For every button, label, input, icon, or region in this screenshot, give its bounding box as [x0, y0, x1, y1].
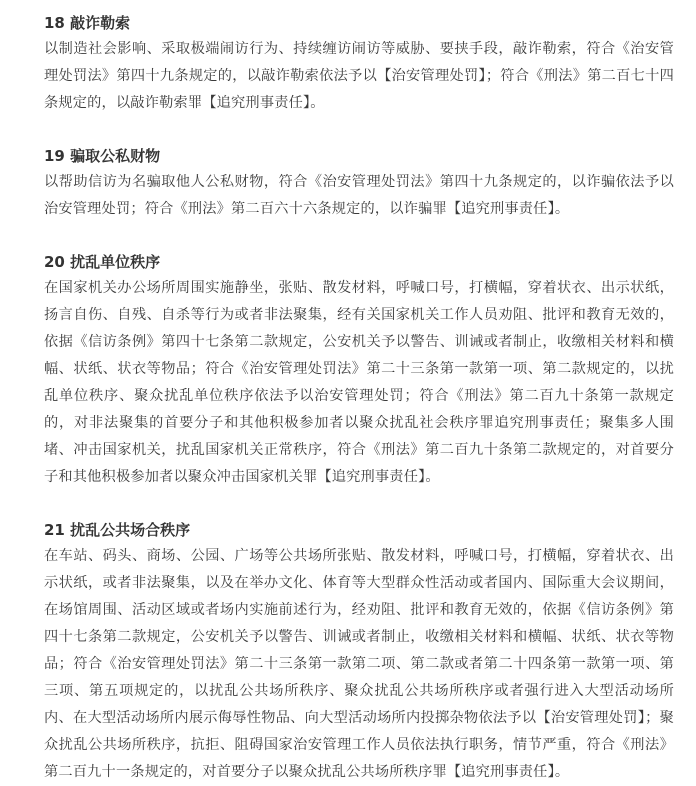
section-title: 20 扰乱单位秩序 — [44, 253, 161, 271]
section-title: 19 骗取公私财物 — [44, 147, 161, 165]
section-18 — [44, 10, 674, 117]
section-20 — [44, 249, 674, 491]
section-body: 在国家机关办公场所周围实施静坐，张贴、散发材料，呼喊口号，打横幅，穿着状衣、出示状纸，扬言自伤、自残、自杀等行为或者非法聚集，经有关国家机关工作人员劝阻、批评和教育无效的，依据《信访条例》第四十七条第二款规定，公安机关予以警告、训诫或者制止，收缴相关材料和横幅、状纸、状衣等物品；符合《治安管理处罚法》第二十三条第一款第一项、第二款规定的，以扰乱单位秩序、聚众扰乱单位秩序依法予以治安管理处罚；符合《刑法》第二百九十条第一款规定的，对非法聚集的首要分子和其他积极参加者以聚众扰乱社会秩序罪追究刑事责任；聚集多人围堵、冲击国家机关，扰乱国家机关正常秩序，符合《刑法》第二百九十条第二款规定的，对首要分子和其他积极参加者以聚众冲击国家机关罪【追究刑事责任】。 — [44, 280, 674, 485]
article — [44, 10, 674, 786]
section-19 — [44, 143, 674, 223]
section-title: 18 敲诈勒索 — [44, 14, 131, 32]
section-title: 21 扰乱公共场合秩序 — [44, 521, 191, 539]
section-body: 以制造社会影响、采取极端闹访行为、持续缠访闹访等威胁、要挟手段，敲诈勒索，符合《治安管理处罚法》第四十九条规定的，以敲诈勒索依法予以【治安管理处罚】；符合《刑法》第二百七十四条规定的，以敲诈勒索罪【追究刑事责任】。 — [44, 41, 674, 111]
section-body: 以帮助信访为名骗取他人公私财物，符合《治安管理处罚法》第四十九条规定的，以诈骗依法予以治安管理处罚；符合《刑法》第二百六十六条规定的，以诈骗罪【追究刑事责任】。 — [44, 174, 674, 217]
section-body: 在车站、码头、商场、公园、广场等公共场所张贴、散发材料，呼喊口号，打横幅，穿着状衣、出示状纸，或者非法聚集，以及在举办文化、体育等大型群众性活动或者国内、国际重大会议期间，在场馆周围、活动区域或者场内实施前述行为，经劝阻、批评和教育无效的，依据《信访条例》第四十七条第二款规定，公安机关予以警告、训诫或者制止，收缴相关材料和横幅、状纸、状衣等物品；符合《治安管理处罚法》第二十三条第一款第二项、第二款或者第二十四条第一款第一项、第三项、第五项规定的，以扰乱公共场所秩序、聚众扰乱公共场所秩序或者强行进入大型活动场所内、在大型活动场所内展示侮辱性物品、向大型活动场所内投掷杂物依法予以【治安管理处罚】；聚众扰乱公共场所秩序，抗拒、阻碍国家治安管理工作人员依法执行职务，情节严重，符合《刑法》第二百九十一条规定的，对首要分子以聚众扰乱公共场所秩序罪【追究刑事责任】。 — [44, 548, 674, 780]
section-21 — [44, 517, 674, 786]
